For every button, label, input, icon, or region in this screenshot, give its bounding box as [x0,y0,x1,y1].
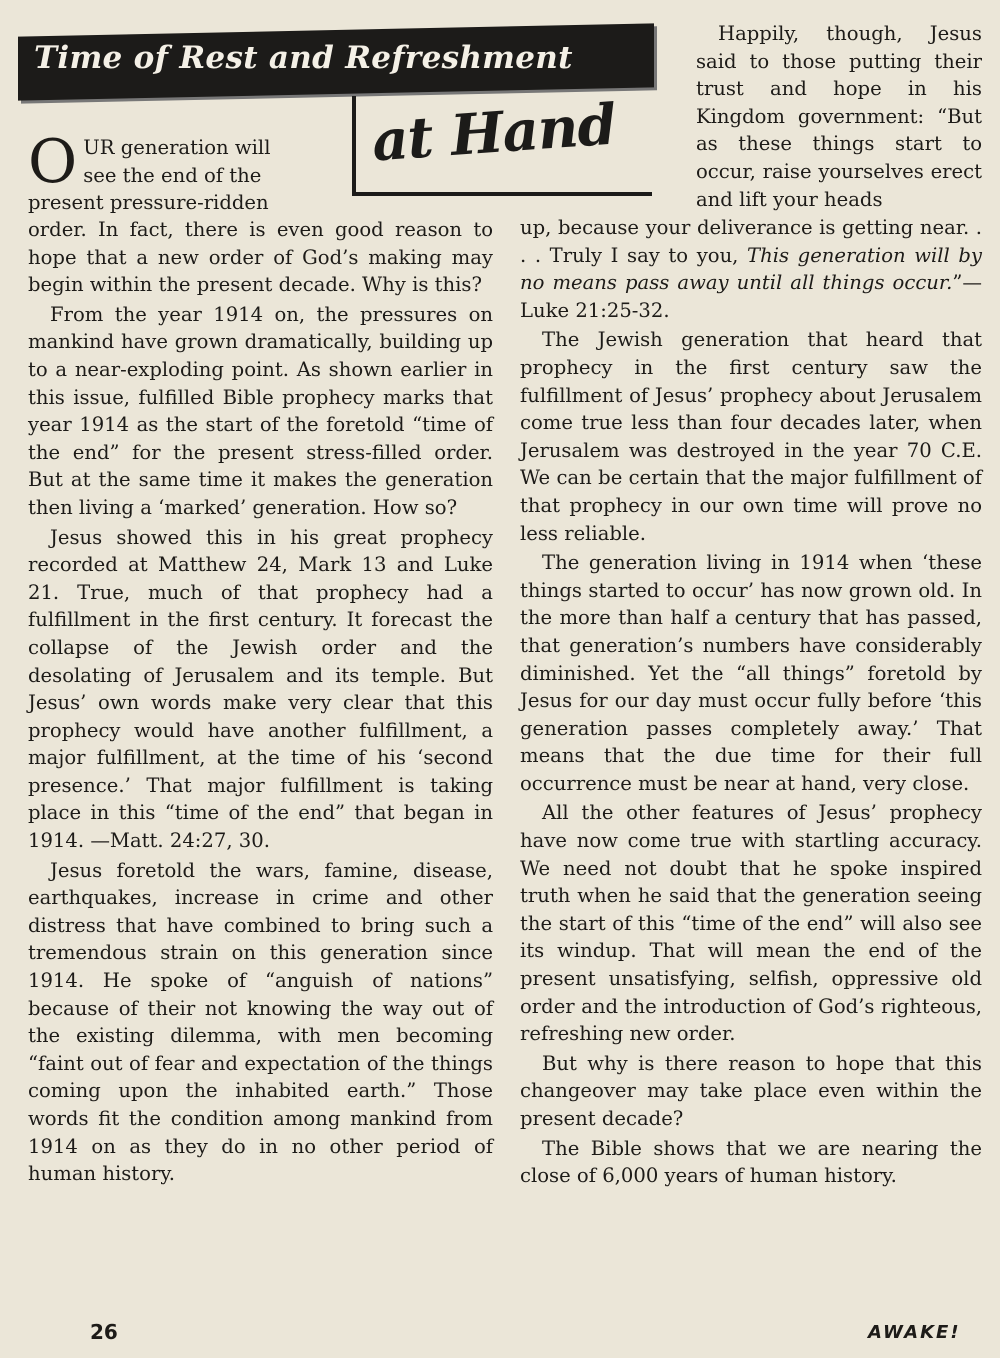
right-paragraph-4: All the other features of Jesus’ prophecy have now come true with startling accuracy. We need not doubt that he spoke inspired truth when he said that the generation seeing the start of this “time of the end” will also see its windup. That will mean the end of the present unsatisfying, selfish, oppressive old order and the introduction of God’s righteous, refreshing new order. [520,801,982,1046]
left-paragraph-4: Jesus foretold the wars, famine, disease, earthquakes, increase in crime and other distress that have combined to bring such a tremendous strain on this generation since 1914. He spoke of “anguish of nations” because of their not knowing the way out of the existing dilemma, with men becoming “faint out of fear and expectation of the things coming upon the inhabited earth.” Those words fit the condition among mankind from 1914 on as they do in no other period of human history. [28,858,493,1186]
right-paragraph-5: But why is there reason to hope that this changeover may take place even within the present decade? [520,1051,982,1130]
right-paragraph-6: The Bible shows that we are nearing the close of 6,000 years of human history. [520,1136,982,1188]
right-column [520,214,982,1192]
right-paragraph-3: The generation living in 1914 when ‘these things started to occur’ has now grown old. In the more than half a century that has passed, that generation’s numbers have considerably diminished. Yet the “all things” foretold by Jesus for our day must occur fully before ‘this generation passes completely away.’ That means that the due time for their full occurrence must be near at hand, very close. [520,551,982,795]
right-p1-italic: This generation will by no means pass away until all things occur. [520,243,983,295]
left-paragraph-3: Jesus showed this in his great prophecy recorded at Matthew 24, Mark 13 and Luke 21. True, much of that prophecy had a fulfillment in the first century. It forecast the collapse of the Jewish order and the desolating of Jerusalem and its temple. But Jesus’ own words make very clear that this prophecy would have another fulfillment, a major fulfillment, at the time of his ‘second presence.’ That major fulfillment is taking place in this “time of the end” that began in 1914. —Matt. 24:27, 30. [28,525,493,853]
left-column [28,216,493,1190]
intro-paragraph [28,127,308,217]
article-subtitle: at Hand [369,91,618,175]
page-number: 26 [90,1320,118,1344]
right-paragraph-2: The Jewish generation that heard that prophecy in the first century saw the fulfillment of Jesus’ prophecy about Jerusalem come true less than four decades later, when Jerusalem was destroyed in the year 70 C.E. We can be certain that the major fulfillment of that prophecy in our own time will prove no less reliable. [520,328,982,545]
intro-smallcaps: UR [83,136,115,159]
right-p1-end: ”—Luke 21:25-32. [520,271,982,322]
article-title: Time of Rest and Refreshment [34,40,573,76]
right-column-top [696,20,982,213]
intro-text: generation will see the end of the present pressure-ridden [28,136,271,215]
left-paragraph-1: order. In fact, there is even good reason to hope that a new order of God’s making may begin within the present decade. Why is this? [28,218,493,297]
right-top-paragraph: Happily, though, Jesus said to those putting their trust and hope in his Kingdom government: “But as these things start to occur, raise yourselves erect and lift your heads [696,22,982,211]
drop-cap: O [28,127,78,197]
right-paragraph-1 [520,214,982,324]
left-paragraph-2: From the year 1914 on, the pressures on mankind have grown dramatically, building up to a near-exploding point. As shown earlier in this issue, fulfilled Bible prophecy marks that year 1914 as the start of the foretold “time of the end” for the present stress-filled order. But at the same time it makes the generation then living a ‘marked’ generation. How so? [28,302,493,519]
right-p1-start: up, because your deliverance is getting near. . . . Truly I say to you, [520,216,982,267]
magazine-name: AWAKE! [868,1322,961,1343]
